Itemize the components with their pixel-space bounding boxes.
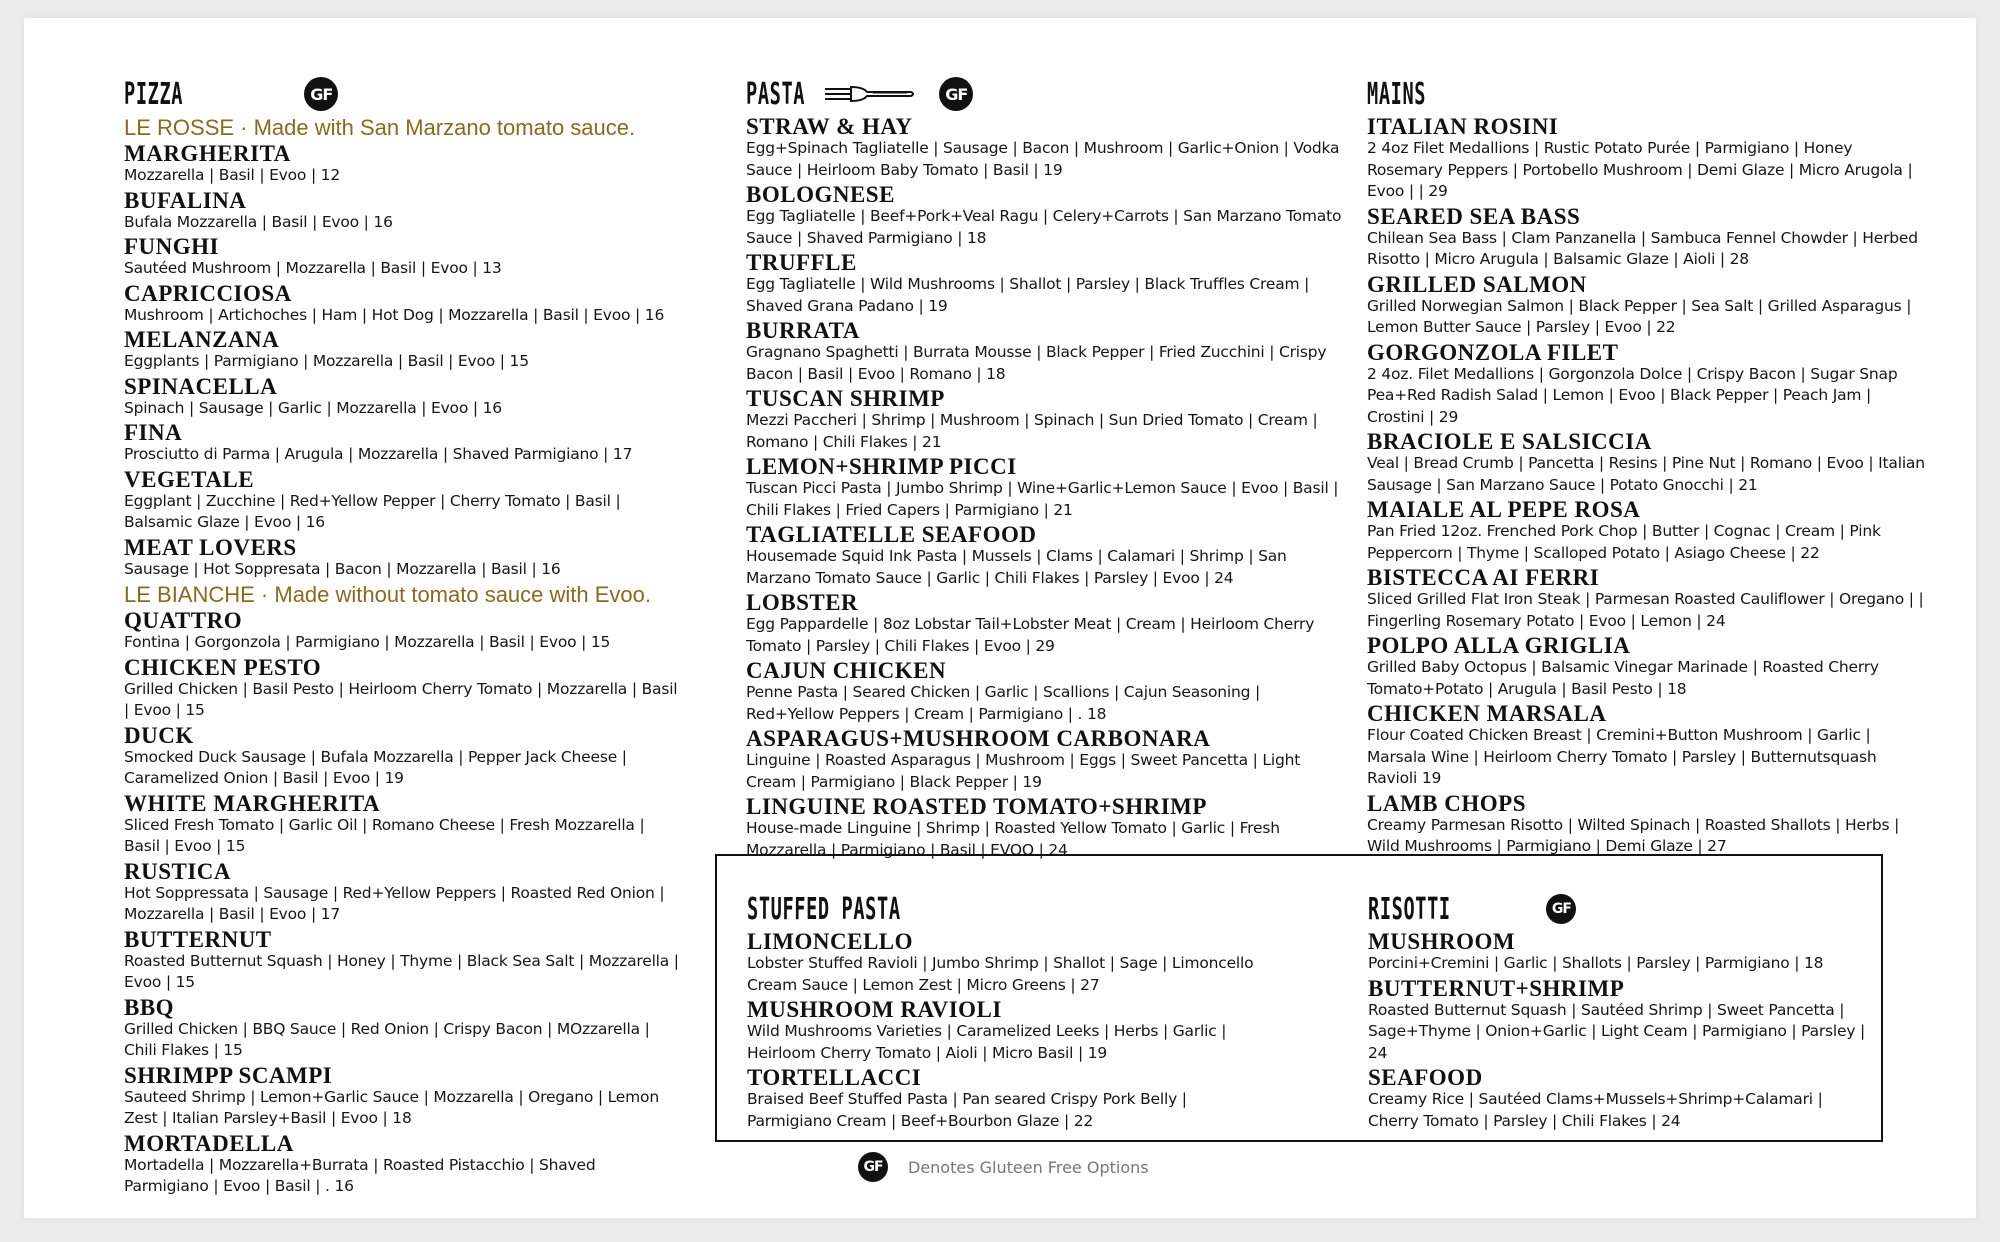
menu-item xyxy=(1367,430,1927,496)
menu-item-name: LOBSTER xyxy=(746,590,859,615)
risotti-header xyxy=(1368,888,1868,930)
menu-item xyxy=(1367,273,1927,339)
menu-item xyxy=(124,235,684,280)
menu-item xyxy=(747,998,1267,1064)
menu-item-description: Egg Pappardelle | 8oz Lobstar Tail+Lobster Meat | Cream | Heirloom Cherry Tomato | Parsley | Chili Flakes | Evoo | 29 xyxy=(746,615,1315,655)
stuffed-pasta-section xyxy=(747,888,1267,1134)
menu-item-description: Egg Tagliatelle | Wild Mushrooms | Shallot | Parsley | Black Truffles Cream | Shaved Grana Padano | 19 xyxy=(746,275,1310,315)
menu-item xyxy=(124,656,684,722)
gluten-free-icon: GF xyxy=(858,1152,888,1182)
fork-icon xyxy=(821,79,915,109)
menu-item xyxy=(1367,634,1927,700)
menu-item-name: MAIALE AL PEPE ROSA xyxy=(1367,497,1641,522)
pizza-rosse-list xyxy=(124,142,684,580)
menu-item xyxy=(124,375,684,420)
menu-item-description: Sliced Grilled Flat Iron Steak | Parmesan Roasted Cauliflower | Oregano | | Fingerling Rosemary Potato | Evoo | Lemon | 24 xyxy=(1367,590,1924,630)
menu-item-description: Egg+Spinach Tagliatelle | Sausage | Bacon | Mushroom | Garlic+Onion | Vodka Sauce | Heirloom Baby Tomato | Basil | 19 xyxy=(746,139,1340,179)
menu-item-description: Grilled Baby Octopus | Balsamic Vinegar Marinade | Roasted Cherry Tomato+Potato | Arugula | Basil Pesto | 18 xyxy=(1367,658,1879,698)
menu-item xyxy=(124,468,684,534)
le-bianche-subheading: LE BIANCHE · Made without tomato sauce with Evoo. xyxy=(124,582,652,607)
menu-item-name: BBQ xyxy=(124,994,175,1020)
menu-item-name: ASPARAGUS+MUSHROOM CARBONARA xyxy=(746,726,1211,751)
menu-item-name: LEMON+SHRIMP PICCI xyxy=(746,454,1017,479)
menu-item-description: Roasted Butternut Squash | Sautéed Shrimp | Sweet Pancetta | Sage+Thyme | Onion+Garlic | Light Ceam | Parmigiano | Parsley | 24 xyxy=(1368,1000,1866,1062)
menu-item xyxy=(124,860,684,926)
menu-item-description: Penne Pasta | Seared Chicken | Garlic | Scallions | Cajun Seasoning | Red+Yellow Peppers | Cream | Parmigiano | . 18 xyxy=(746,683,1260,723)
pasta-title: PASTA xyxy=(746,76,806,112)
menu-item-name: WHITE MARGHERITA xyxy=(124,790,381,816)
menu-item xyxy=(746,115,1346,181)
menu-item xyxy=(124,189,684,234)
menu-item-name: DUCK xyxy=(124,722,194,748)
menu-item xyxy=(124,536,684,581)
menu-item-name: MORTADELLA xyxy=(124,1130,294,1156)
menu-item-name: MUSHROOM RAVIOLI xyxy=(747,997,1002,1022)
menu-item-description: Fontina | Gorgonzola | Parmigiano | Mozzarella | Basil | Evoo | 15 xyxy=(124,633,611,651)
menu-item-description: Wild Mushrooms Varieties | Caramelized Leeks | Herbs | Garlic | Heirloom Cherry Tomato | Aioli | Micro Basil | 19 xyxy=(747,1022,1227,1062)
pizza-section xyxy=(124,73,684,1200)
menu-item-name: CHICKEN MARSALA xyxy=(1367,701,1607,726)
menu-item-description: Eggplant | Zucchine | Red+Yellow Pepper | Cherry Tomato | Basil | Balsamic Glaze | Evoo | 16 xyxy=(124,491,621,531)
stuffed-pasta-title: STUFFED PASTA xyxy=(747,891,901,927)
menu-item-description: Bufala Mozzarella | Basil | Evoo | 16 xyxy=(124,212,393,231)
menu-item-description: Creamy Parmesan Risotto | Wilted Spinach | Roasted Shallots | Herbs | Wild Mushrooms | Parmigiano | Demi Glaze | 27 xyxy=(1367,815,1900,855)
menu-item-description: Egg Tagliatelle | Beef+Pork+Veal Ragu | Celery+Carrots | San Marzano Tomato Sauce | Shaved Parmigiano | 18 xyxy=(746,207,1342,247)
menu-item-name: STRAW & HAY xyxy=(746,114,913,139)
menu-item-name: BISTECCA AI FERRI xyxy=(1367,565,1600,590)
menu-item-name: BUFALINA xyxy=(124,187,247,213)
menu-item xyxy=(1368,977,1868,1065)
menu-item xyxy=(124,421,684,466)
menu-item xyxy=(124,1132,684,1198)
menu-item-name: FUNGHI xyxy=(124,234,219,259)
menu-item-description: Porcini+Cremini | Garlic | Shallots | Parsley | Parmigiano | 18 xyxy=(1368,954,1824,972)
menu-item xyxy=(746,455,1346,521)
stuffed-pasta-list xyxy=(747,930,1267,1132)
menu-item-description: Mezzi Paccheri | Shrimp | Mushroom | Spinach | Sun Dried Tomato | Cream | Romano | Chili Flakes | 21 xyxy=(746,411,1318,451)
menu-item-name: BRACIOLE E SALSICCIA xyxy=(1367,429,1652,454)
menu-item-description: Mortadella | Mozzarella+Burrata | Roasted Pistacchio | Shaved Parmigiano | Evoo | Basil | . 16 xyxy=(124,1155,596,1195)
menu-item-name: VEGETALE xyxy=(124,466,255,492)
risotti-section xyxy=(1368,888,1868,1134)
menu-item-description: Sliced Fresh Tomato | Garlic Oil | Romano Cheese | Fresh Mozzarella | Basil | Evoo | 15 xyxy=(124,815,645,855)
menu-item-description: 2 4oz Filet Medallions | Rustic Potato Purée | Parmigiano | Honey Rosemary Peppers | Portobello Mushroom | Demi Glaze | Micro Arugola | Evoo | | 29 xyxy=(1367,139,1913,200)
menu-item xyxy=(1367,205,1927,271)
menu-item-name: MELANZANA xyxy=(124,327,280,352)
menu-item-name: BOLOGNESE xyxy=(746,182,895,207)
menu-item xyxy=(746,727,1346,793)
mains-list xyxy=(1367,115,1927,858)
menu-item-description: Creamy Rice | Sautéed Clams+Mussels+Shrimp+Calamari | Cherry Tomato | Parsley | Chili Flakes | 24 xyxy=(1368,1090,1823,1130)
gluten-free-icon: GF xyxy=(939,77,973,111)
menu-item xyxy=(746,591,1346,657)
menu-item xyxy=(1367,115,1927,203)
menu-item xyxy=(746,387,1346,453)
menu-item xyxy=(124,282,684,327)
menu-item-description: Chilean Sea Bass | Clam Panzanella | Sambuca Fennel Chowder | Herbed Risotto | Micro Arugula | Balsamic Glaze | Aioli | 28 xyxy=(1367,228,1918,268)
menu-item-name: ITALIAN ROSINI xyxy=(1367,114,1559,139)
gluten-free-icon: GF xyxy=(1546,894,1576,924)
menu-item xyxy=(124,928,684,994)
menu-item-description: Pan Fried 12oz. Frenched Pork Chop | Butter | Cognac | Cream | Pink Peppercorn | Thyme | Scalloped Potato | Asiago Cheese | 22 xyxy=(1367,522,1881,562)
menu-item-description: Spinach | Sausage | Garlic | Mozzarella | Evoo | 16 xyxy=(124,398,502,417)
menu-item-name: SHRIMPP SCAMPI xyxy=(124,1062,333,1088)
menu-item-name: SEAFOOD xyxy=(1368,1065,1483,1090)
menu-item-description: House-made Linguine | Shrimp | Roasted Yellow Tomato | Garlic | Fresh Mozzarella | Parmigiano | Basil | EVOO | 24 xyxy=(746,819,1280,859)
menu-item-name: POLPO ALLA GRIGLIA xyxy=(1367,633,1631,658)
menu-item-description: Grilled Norwegian Salmon | Black Pepper | Sea Salt | Grilled Asparagus | Lemon Butter Sauce | Parsley | Evoo | 22 xyxy=(1367,296,1912,336)
menu-item-name: BUTTERNUT+SHRIMP xyxy=(1368,975,1625,1001)
risotti-title: RISOTTI xyxy=(1368,891,1451,927)
menu-item xyxy=(1367,341,1927,429)
mains-section xyxy=(1367,73,1927,860)
menu-item-name: TAGLIATELLE SEAFOOD xyxy=(746,522,1037,547)
menu-item xyxy=(1367,566,1927,632)
menu-item-description: Hot Soppressata | Sausage | Red+Yellow Peppers | Roasted Red Onion | Mozzarella | Basil | Evoo | 17 xyxy=(124,883,665,923)
menu-item-name: SEARED SEA BASS xyxy=(1367,203,1581,229)
menu-item-name: BUTTERNUT xyxy=(124,926,272,952)
menu-item-description: Sauteed Shrimp | Lemon+Garlic Sauce | Mozzarella | Oregano | Lemon Zest | Italian Parsley+Basil | Evoo | 18 xyxy=(124,1087,659,1127)
gluten-free-icon: GF xyxy=(304,77,338,111)
menu-item xyxy=(124,609,684,654)
menu-item xyxy=(747,930,1267,996)
menu-item-name: MARGHERITA xyxy=(124,141,291,166)
menu-item xyxy=(1367,498,1927,564)
menu-item xyxy=(1367,702,1927,790)
menu-item xyxy=(746,795,1346,861)
menu-item-name: TUSCAN SHRIMP xyxy=(746,386,945,411)
menu-item xyxy=(746,319,1346,385)
menu-item-description: Roasted Butternut Squash | Honey | Thyme | Black Sea Salt | Mozzarella | Evoo | 15 xyxy=(124,951,679,991)
menu-item-name: QUATTRO xyxy=(124,608,243,633)
mains-title: MAINS xyxy=(1367,76,1427,112)
menu-item xyxy=(124,724,684,790)
pasta-list xyxy=(746,115,1346,861)
menu-item-description: Mozzarella | Basil | Evoo | 12 xyxy=(124,166,341,184)
menu-item xyxy=(747,1066,1267,1132)
risotti-list xyxy=(1368,930,1868,1132)
pasta-header xyxy=(746,73,1346,115)
menu-item xyxy=(124,792,684,858)
menu-item-name: LINGUINE ROASTED TOMATO+SHRIMP xyxy=(746,794,1207,819)
menu-item-description: Flour Coated Chicken Breast | Cremini+Button Mushroom | Garlic | Marsala Wine | Heirloom Cherry Tomato | Parsley | Butternutsquash Ravioli 19 xyxy=(1367,726,1877,787)
menu-item-name: RUSTICA xyxy=(124,858,232,884)
menu-item-name: MUSHROOM xyxy=(1368,929,1516,954)
menu-item-description: Veal | Bread Crumb | Pancetta | Resins | Pine Nut | Romano | Evoo | Italian Sausage | San Marzano Sauce | Potato Gnocchi | 21 xyxy=(1367,454,1925,494)
stuffed-pasta-header xyxy=(747,888,1267,930)
menu-sheet xyxy=(24,18,1976,1218)
menu-item xyxy=(746,659,1346,725)
menu-item-description: Lobster Stuffed Ravioli | Jumbo Shrimp | Shallot | Sage | Limoncello Cream Sauce | Lemon Zest | Micro Greens | 27 xyxy=(747,954,1254,994)
pizza-bianche-list xyxy=(124,609,684,1198)
menu-item-name: CHICKEN PESTO xyxy=(124,654,322,680)
menu-item-name: LAMB CHOPS xyxy=(1367,790,1526,816)
menu-item-description: Tuscan Picci Pasta | Jumbo Shrimp | Wine+Garlic+Lemon Sauce | Evoo | Basil | Chili Flakes | Fried Capers | Parmigiano | 21 xyxy=(746,479,1339,519)
menu-item-description: Sautéed Mushroom | Mozzarella | Basil | Evoo | 13 xyxy=(124,259,502,277)
menu-item-description: Mushroom | Artichoches | Ham | Hot Dog | Mozzarella | Basil | Evoo | 16 xyxy=(124,305,665,324)
menu-item-name: MEAT LOVERS xyxy=(124,534,297,560)
menu-item-description: Grilled Chicken | BBQ Sauce | Red Onion | Crispy Bacon | MOzzarella | Chili Flakes | 15 xyxy=(124,1019,650,1059)
menu-item-description: Housemade Squid Ink Pasta | Mussels | Clams | Calamari | Shrimp | San Marzano Tomato Sauce | Garlic | Chili Flakes | Parsley | Evoo | 24 xyxy=(746,547,1287,587)
menu-item-name: CAPRICCIOSA xyxy=(124,280,292,306)
menu-item-name: CAJUN CHICKEN xyxy=(746,658,947,683)
pizza-header xyxy=(124,73,684,115)
menu-item-description: Linguine | Roasted Asparagus | Mushroom | Eggs | Sweet Pancetta | Light Cream | Parmigiano | Black Pepper | 19 xyxy=(746,751,1301,791)
menu-item xyxy=(1368,930,1868,975)
gluten-free-legend xyxy=(858,1152,1149,1182)
pasta-section xyxy=(746,73,1346,863)
mains-header xyxy=(1367,73,1927,115)
stuffed-pasta-risotti-box xyxy=(715,854,1883,1142)
menu-item-description: Smocked Duck Sausage | Bufala Mozzarella | Pepper Jack Cheese | Caramelized Onion | Basil | Evoo | 19 xyxy=(124,747,627,787)
menu-item xyxy=(124,142,684,187)
menu-item-description: Grilled Chicken | Basil Pesto | Heirloom Cherry Tomato | Mozzarella | Basil | Evoo | 15 xyxy=(124,679,678,719)
menu-item-name: GORGONZOLA FILET xyxy=(1367,339,1619,365)
menu-item xyxy=(746,183,1346,249)
menu-item-name: GRILLED SALMON xyxy=(1367,271,1587,297)
menu-item-name: SPINACELLA xyxy=(124,373,278,399)
menu-item-description: Braised Beef Stuffed Pasta | Pan seared Crispy Pork Belly | Parmigiano Cream | Beef+Bourbon Glaze | 22 xyxy=(747,1090,1187,1130)
menu-item-name: TRUFFLE xyxy=(746,250,857,275)
menu-item-description: Gragnano Spaghetti | Burrata Mousse | Black Pepper | Fried Zucchini | Crispy Bacon | Basil | Evoo | Romano | 18 xyxy=(746,343,1327,383)
gluten-free-legend-text: Denotes Gluteen Free Options xyxy=(908,1157,1149,1177)
menu-item xyxy=(124,328,684,373)
menu-item-name: BURRATA xyxy=(746,318,860,343)
pizza-title: PIZZA xyxy=(124,76,184,112)
menu-item xyxy=(746,523,1346,589)
menu-item-description: 2 4oz. Filet Medallions | Gorgonzola Dolce | Crispy Bacon | Sugar Snap Pea+Red Radish Salad | Lemon | Evoo | Black Pepper | Peach Jam | Crostini | 29 xyxy=(1367,364,1898,426)
menu-item-name: LIMONCELLO xyxy=(747,929,914,954)
menu-item-description: Sausage | Hot Soppresata | Bacon | Mozzarella | Basil | 16 xyxy=(124,559,561,578)
menu-item xyxy=(1368,1066,1868,1132)
menu-item-name: TORTELLACCI xyxy=(747,1065,922,1090)
menu-item-name: FINA xyxy=(124,420,183,445)
menu-item xyxy=(124,1064,684,1130)
le-rosse-subheading: LE ROSSE · Made with San Marzano tomato sauce. xyxy=(124,115,636,140)
menu-item-description: Eggplants | Parmigiano | Mozzarella | Basil | Evoo | 15 xyxy=(124,352,529,370)
menu-item xyxy=(124,996,684,1062)
menu-item xyxy=(746,251,1346,317)
menu-item xyxy=(1367,792,1927,858)
menu-item-description: Prosciutto di Parma | Arugula | Mozzarella | Shaved Parmigiano | 17 xyxy=(124,445,633,463)
